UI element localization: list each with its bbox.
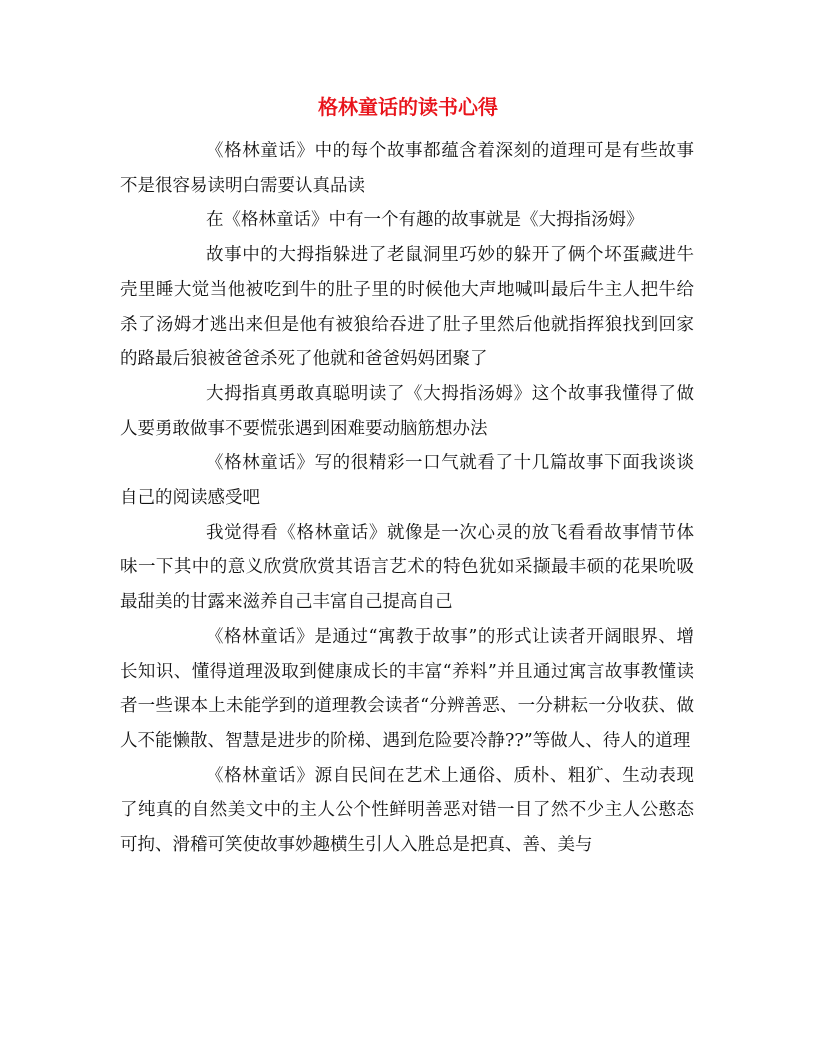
paragraph-intro: 《格林童话》中的每个故事都蕴含着深刻的道理可是有些故事不是很容易读明白需要认真品读 <box>120 141 694 196</box>
paragraph-education: 《格林童话》是通过“寓教于故事”的形式让读者开阔眼界、增长知识、懂得道理汲取到健康成长的丰富“养料”并且通过寓言故事教懂读者一些课本上未能学到的道理教会读者“分辨善恶、一分耕耘一分收获、做人不能懒散、智慧是进步的阶梯、遇到危险要冷静??”等做人、待人的道理 <box>120 626 694 751</box>
paragraph-story-mention: 在《格林童话》中有一个有趣的故事就是《大拇指汤姆》 <box>206 210 644 231</box>
paragraph-art: 《格林童话》源自民间在艺术上通俗、质朴、粗犷、生动表现了纯真的自然美文中的主人公个性鲜明善恶对错一目了然不少主人公憨态可拘、滑稽可笑使故事妙趣横生引人入胜总是把真、善、美与 <box>120 765 694 856</box>
document-body <box>120 134 694 863</box>
paragraph-reading-feel: 《格林童话》写的很精彩一口气就看了十几篇故事下面我谈谈自己的阅读感受吧 <box>120 453 694 509</box>
paragraph-story-summary: 故事中的大拇指躲进了老鼠洞里巧妙的躲开了俩个坏蛋藏进牛壳里睡大觉当他被吃到牛的肚子里的时候他大声地喊叫最后牛主人把牛给杀了汤姆才逃出来但是他有被狼给吞进了肚子里然后他就指挥狼找到回家的路最后狼被爸爸杀死了他就和爸爸妈妈团聚了 <box>120 245 694 370</box>
paragraph-reflection: 我觉得看《格林童话》就像是一次心灵的放飞看看故事情节体味一下其中的意义欣赏欣赏其语言艺术的特色犹如采撷最丰硕的花果吮吸最甜美的甘露来滋养自己丰富自己提高自己 <box>120 522 694 613</box>
document-title: 格林童话的读书心得 <box>318 95 498 119</box>
paragraph-lesson: 大拇指真勇敢真聪明读了《大拇指汤姆》这个故事我懂得了做人要勇敢做事不要慌张遇到困难要动脑筋想办法 <box>120 383 694 439</box>
